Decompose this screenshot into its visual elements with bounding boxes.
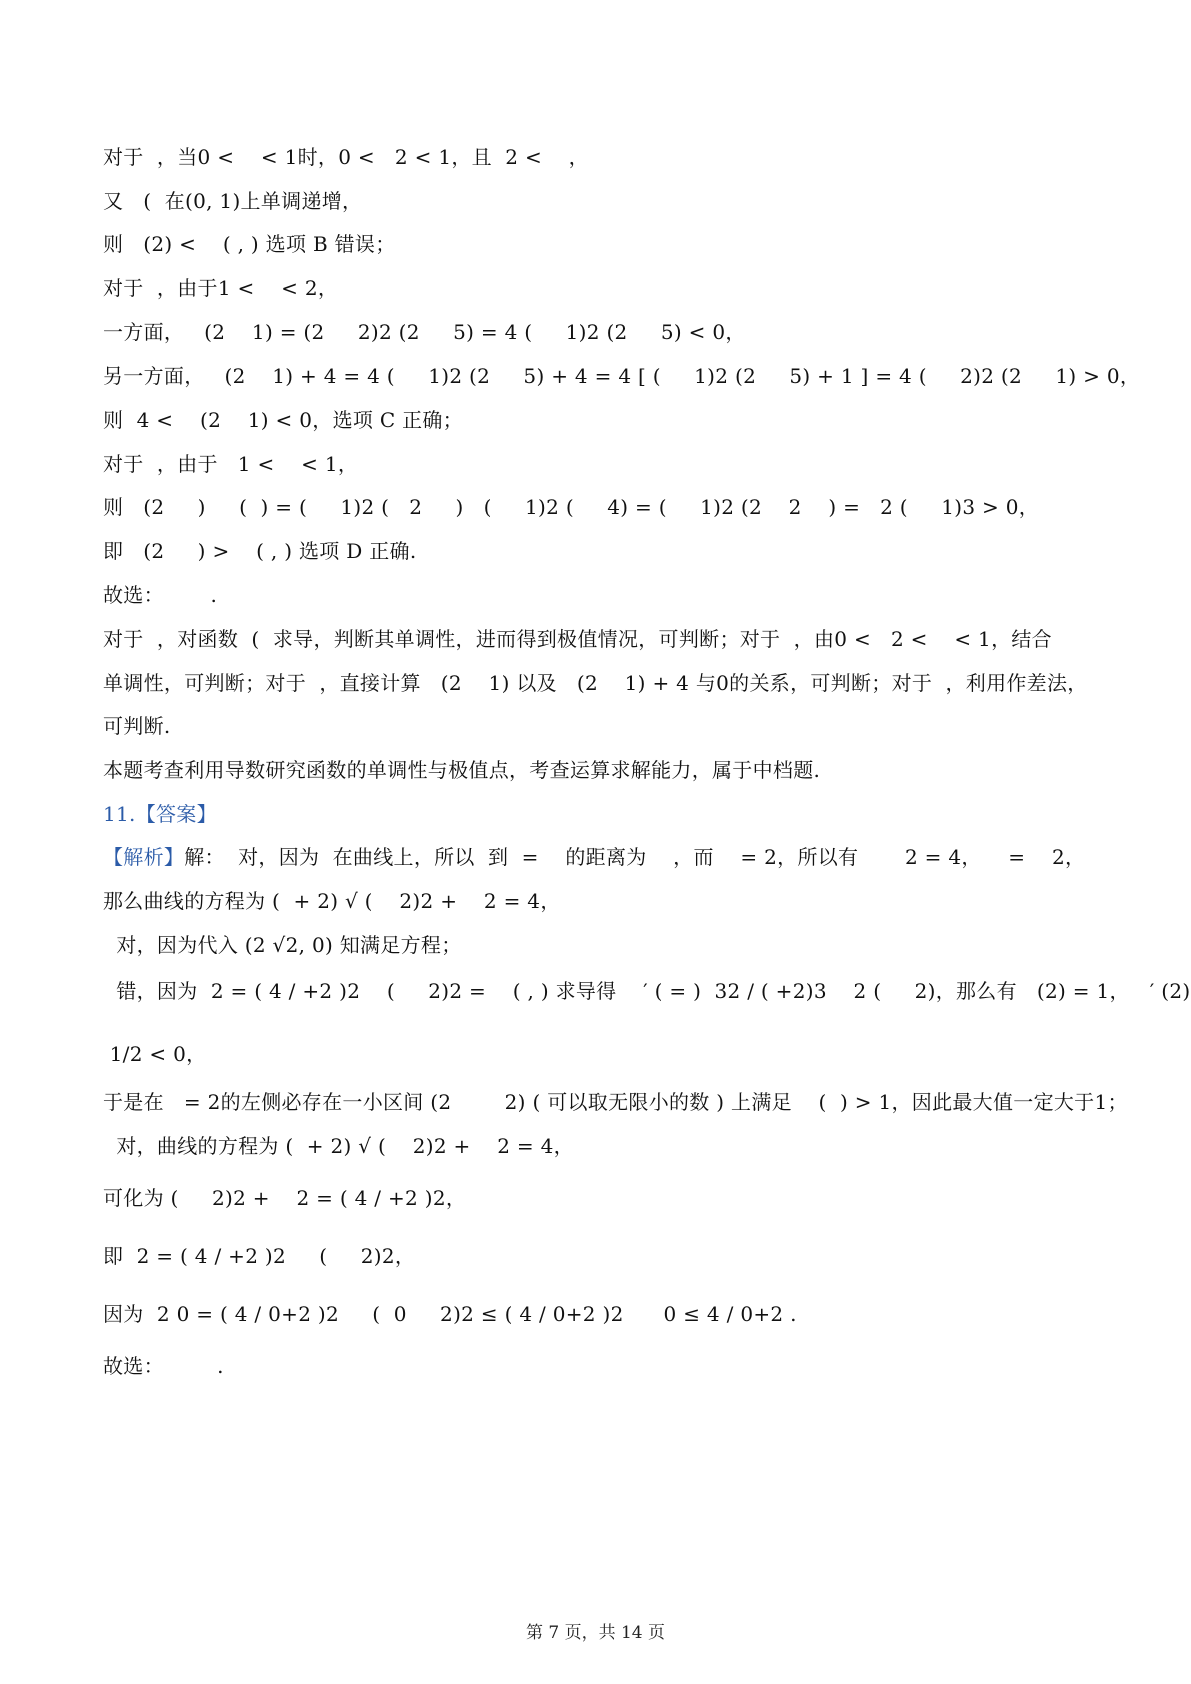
text-line: 则 (2) < ( , ) 选项 B 错误； [103, 232, 396, 256]
text-line: 因为 2 0 = ( 4 / 0+2 )2 ( 0 2)2 ≤ ( 4 / 0+2 )2 0 ≤ 4 / 0+2 . [103, 1302, 797, 1326]
text-line: 又 ( 在(0, 1)上单调递增， [103, 189, 363, 213]
answer-heading: 11.【答案】 [103, 802, 217, 826]
text-line: 则 (2 ) ( ) = ( 1)2 ( 2 ) ( 1)2 ( 4) = ( 1)2 (2 2 ) = 2 ( 1)3 > 0， [103, 495, 1040, 519]
text-line: 可化为 ( 2)2 + 2 = ( 4 / +2 )2， [103, 1186, 467, 1210]
text-line: 错，因为 2 = ( 4 / +2 )2 ( 2)2 = ( , ) 求导得 ′ ( = ) 32 / ( +2)3 2 ( 2)，那么有 (2) = 1， ′ (2) [103, 979, 1191, 1003]
text-line: 另一方面， (2 1) + 4 = 4 ( 1)2 (2 5) + 4 = 4 [ ( 1)2 (2 5) + 1 ] = 4 ( 2)2 (2 1) > 0， [103, 364, 1141, 388]
text-line: 故选： . [103, 1354, 224, 1378]
text-line: 1/2 < 0， [103, 1042, 207, 1066]
text-line: 即 (2 ) > ( , ) 选项 D 正确. [103, 539, 417, 563]
text-line: 于是在 = 2的左侧必存在一小区间 (2 2) ( 可以取无限小的数 ) 上满足 ( ) > 1，因此最大值一定大于1； [103, 1090, 1128, 1114]
text-line: 对于 ，由于1 < < 2， [103, 276, 339, 300]
analysis-text: 解： 对，因为 在曲线上，所以 到 = 的距离为 ，而 = 2，所以有 2 = 4， = 2， [184, 845, 1086, 869]
text-line: 对于 ，对函数 ( 求导，判断其单调性，进而得到极值情况，可判断；对于 ，由0 < 2 < < 1，结合 [103, 627, 1052, 651]
text-line: 即 2 = ( 4 / +2 )2 ( 2)2， [103, 1244, 416, 1268]
text-line: 对，因为代入 (2 √2, 0) 知满足方程； [103, 933, 462, 957]
text-line: 一方面， (2 1) = (2 2)2 (2 5) = 4 ( 1)2 (2 5) < 0， [103, 320, 746, 344]
text-line: 对于 ，由于 1 < < 1， [103, 452, 359, 476]
text-line: 故选： . [103, 583, 218, 607]
text-line: 本题考查利用导数研究函数的单调性与极值点，考查运算求解能力，属于中档题. [103, 758, 821, 782]
text-line: 对，曲线的方程为 ( + 2) √ ( 2)2 + 2 = 4， [103, 1134, 574, 1158]
page-footer: 第 7 页，共 14 页 [525, 1623, 666, 1643]
analysis-line [103, 843, 1191, 871]
text-line: 则 4 < (2 1) < 0，选项 C 正确； [103, 408, 463, 432]
text-line: 可判断. [103, 714, 171, 738]
text-line: 那么曲线的方程为 ( + 2) √ ( 2)2 + 2 = 4， [103, 889, 561, 913]
text-line: 单调性，可判断；对于 ，直接计算 (2 1) 以及 (2 1) + 4 与0的关系，可判断；对于 ，利用作差法， [103, 671, 1088, 695]
text-line: 对于 ，当0 < < 1时，0 < 2 < 1，且 2 < ， [103, 145, 589, 169]
analysis-label: 【解析】 [103, 845, 185, 869]
